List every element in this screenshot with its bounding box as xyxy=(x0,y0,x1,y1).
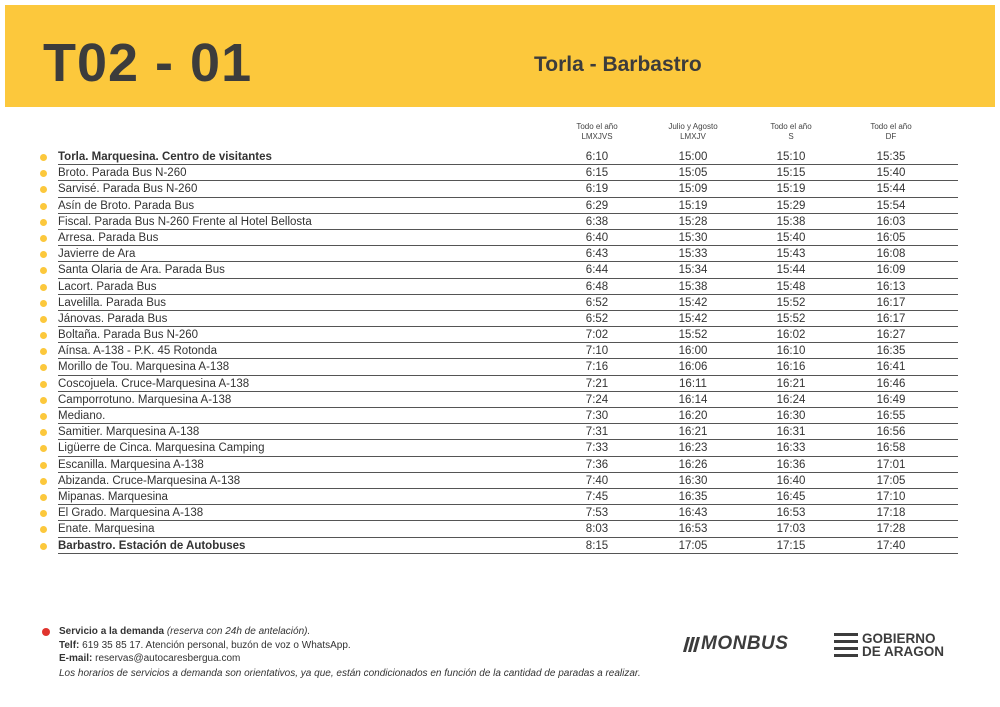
table-row xyxy=(40,521,960,537)
departure-time: 16:26 xyxy=(678,458,708,471)
departure-time: 16:31 xyxy=(776,426,806,439)
departure-time: 15:42 xyxy=(678,296,708,309)
column-header-period: Todo el año xyxy=(770,122,812,131)
stop-name: Lacort. Parada Bus xyxy=(58,280,157,293)
departure-time: 16:11 xyxy=(679,377,707,390)
table-row xyxy=(40,198,960,214)
table-row xyxy=(40,246,960,262)
departure-time: 15:52 xyxy=(678,329,708,342)
departure-time: 15:44 xyxy=(776,264,806,277)
departure-time: 7:33 xyxy=(585,442,609,455)
stop-dot-icon xyxy=(40,494,47,501)
departure-time: 6:52 xyxy=(585,296,609,309)
stop-name: Escanilla. Marquesina A-138 xyxy=(58,458,204,471)
departure-time: 6:52 xyxy=(585,312,609,325)
demand-service-label: Servicio a la demanda xyxy=(59,626,165,637)
stop-name: Arresa. Parada Bus xyxy=(58,231,159,244)
stop-dot-icon xyxy=(40,348,47,355)
stop-name: Jánovas. Parada Bus xyxy=(58,312,168,325)
table-row xyxy=(40,149,960,165)
table-row xyxy=(40,230,960,246)
departure-time: 17:03 xyxy=(776,523,806,536)
phone-label: Telf: xyxy=(59,639,80,651)
departure-time: 15:15 xyxy=(776,167,806,180)
departure-time: 7:10 xyxy=(585,345,609,358)
table-row xyxy=(40,327,960,343)
departure-time: 16:53 xyxy=(776,507,806,520)
departure-time: 16:21 xyxy=(678,426,708,439)
departure-time: 15:38 xyxy=(678,280,708,293)
departure-time: 15:10 xyxy=(776,151,806,163)
stop-dot-icon xyxy=(40,284,47,291)
departure-time: 16:17 xyxy=(876,312,906,325)
stop-dot-icon xyxy=(40,186,47,193)
stop-dot-icon xyxy=(40,267,47,274)
departure-time: 15:54 xyxy=(876,199,906,212)
demand-service-note: (reserva con 24h de antelación). xyxy=(166,626,311,637)
demand-service-line xyxy=(59,625,310,639)
stop-dot-icon xyxy=(40,429,47,436)
departure-time: 17:15 xyxy=(776,539,806,552)
stop-name: Barbastro. Estación de Autobuses xyxy=(58,539,246,552)
table-row xyxy=(40,311,960,327)
column-header-period: Todo el año xyxy=(576,122,618,131)
stop-name: Torla. Marquesina. Centro de visitantes xyxy=(58,151,272,163)
departure-time: 15:29 xyxy=(776,199,806,212)
departure-time: 6:40 xyxy=(585,231,609,244)
disclaimer-note: Los horarios de servicios a demanda son orientativos, ya que, están condicionados en función de la cantidad de paradas a realizar. xyxy=(59,668,641,679)
departure-time: 16:17 xyxy=(876,296,906,309)
departure-time: 16:14 xyxy=(678,393,708,406)
departure-time: 15:40 xyxy=(776,231,806,244)
table-row xyxy=(40,359,960,375)
stop-dot-icon xyxy=(40,364,47,371)
table-row xyxy=(40,473,960,489)
table-row xyxy=(40,343,960,359)
departure-time: 15:48 xyxy=(776,280,806,293)
stop-name: Broto. Parada Bus N-260 xyxy=(58,167,187,180)
departure-time: 16:58 xyxy=(876,442,906,455)
gobierno-line1: GOBIERNO xyxy=(862,631,936,646)
departure-time: 16:33 xyxy=(776,442,806,455)
stop-name: Morillo de Tou. Marquesina A-138 xyxy=(58,361,230,374)
departure-time: 7:24 xyxy=(585,393,609,406)
stop-dot-icon xyxy=(40,478,47,485)
column-header-days: LMXJV xyxy=(680,132,706,141)
monbus-logo xyxy=(685,632,788,656)
stop-dot-icon xyxy=(40,445,47,452)
departure-time: 7:45 xyxy=(585,490,609,503)
table-row xyxy=(40,538,960,554)
table-row xyxy=(40,262,960,278)
stop-name: Lavelilla. Parada Bus xyxy=(58,296,167,309)
departure-time: 16:46 xyxy=(876,377,906,390)
header-banner xyxy=(5,5,995,107)
stop-dot-icon xyxy=(40,397,47,404)
departure-time: 16:30 xyxy=(776,410,806,422)
stop-dot-icon xyxy=(40,300,47,307)
departure-time: 15:19 xyxy=(678,199,708,212)
departure-time: 7:36 xyxy=(585,458,609,471)
stop-name: Abizanda. Cruce-Marquesina A-138 xyxy=(58,474,241,487)
stop-name: Mediano. xyxy=(58,410,106,422)
departure-time: 8:03 xyxy=(585,523,609,536)
departure-time: 15:33 xyxy=(678,248,708,261)
departure-time: 16:00 xyxy=(678,345,708,358)
timetable-rows xyxy=(40,149,960,554)
email-label: E-mail: xyxy=(59,653,93,664)
departure-time: 6:15 xyxy=(585,167,609,180)
table-row xyxy=(40,440,960,456)
stop-dot-icon xyxy=(40,510,47,517)
stop-dot-icon xyxy=(40,219,47,226)
departure-time: 15:05 xyxy=(678,167,708,180)
row-divider xyxy=(58,553,958,554)
stop-dot-icon xyxy=(40,413,47,420)
departure-time: 17:18 xyxy=(876,507,906,520)
stop-name: Aínsa. A-138 - P.K. 45 Rotonda xyxy=(58,345,217,358)
table-row xyxy=(40,165,960,181)
table-row xyxy=(40,424,960,440)
departure-time: 15:42 xyxy=(678,312,708,325)
route-code: T02 - 01 xyxy=(43,33,253,93)
departure-time: 16:56 xyxy=(876,426,906,439)
stop-name: Santa Olaria de Ara. Parada Bus xyxy=(58,264,225,277)
departure-time: 16:08 xyxy=(876,248,906,261)
email-text: reservas@autocaresbergua.com xyxy=(95,653,241,664)
stop-name: Javierre de Ara xyxy=(58,248,136,261)
departure-time: 15:35 xyxy=(876,151,906,163)
departure-time: 16:41 xyxy=(876,361,906,374)
departure-time: 15:28 xyxy=(678,215,708,228)
column-header-2 xyxy=(643,122,743,142)
departure-time: 16:27 xyxy=(876,329,906,342)
departure-time: 16:55 xyxy=(876,410,906,422)
departure-time: 16:40 xyxy=(776,474,806,487)
departure-time: 15:44 xyxy=(876,183,906,196)
departure-time: 7:31 xyxy=(585,426,609,439)
demand-service-dot-icon xyxy=(42,628,50,636)
departure-time: 16:24 xyxy=(776,393,806,406)
stop-name: Ligüerre de Cinca. Marquesina Camping xyxy=(58,442,265,455)
stop-name: El Grado. Marquesina A-138 xyxy=(58,507,204,520)
table-row xyxy=(40,457,960,473)
departure-time: 7:30 xyxy=(585,410,609,422)
column-header-days: DF xyxy=(885,132,897,141)
stop-name: Coscojuela. Cruce-Marquesina A-138 xyxy=(58,377,250,390)
table-row xyxy=(40,489,960,505)
departure-time: 16:02 xyxy=(776,329,806,342)
gobierno-line2: DE ARAGON xyxy=(862,644,945,659)
departure-time: 16:21 xyxy=(776,377,806,390)
departure-time: 15:00 xyxy=(678,151,708,163)
monbus-logo-text: MONBUS xyxy=(701,633,789,654)
stop-name: Camporrotuno. Marquesina A-138 xyxy=(58,393,232,406)
gobierno-aragon-logo xyxy=(834,630,944,660)
departure-time: 16:35 xyxy=(678,490,708,503)
table-row xyxy=(40,181,960,197)
aragon-stripes-icon xyxy=(834,632,858,658)
departure-time: 17:05 xyxy=(678,539,708,552)
departure-time: 7:16 xyxy=(585,361,609,374)
departure-time: 6:48 xyxy=(585,280,609,293)
departure-time: 15:52 xyxy=(776,296,806,309)
column-header-3 xyxy=(741,122,841,142)
departure-time: 16:16 xyxy=(776,361,806,374)
departure-time: 16:05 xyxy=(876,231,906,244)
stop-name: Sarvisé. Parada Bus N-260 xyxy=(58,183,198,196)
stop-dot-icon xyxy=(40,235,47,242)
departure-time: 16:23 xyxy=(678,442,708,455)
table-row xyxy=(40,295,960,311)
table-row xyxy=(40,505,960,521)
column-header-period: Julio y Agosto xyxy=(668,122,718,131)
stop-dot-icon xyxy=(40,203,47,210)
departure-time: 7:40 xyxy=(585,474,609,487)
phone-line xyxy=(59,639,351,653)
column-header-1 xyxy=(547,122,647,142)
stop-dot-icon xyxy=(40,251,47,258)
stop-dot-icon xyxy=(40,332,47,339)
phone-text: 619 35 85 17. Atención personal, buzón de voz o WhatsApp. xyxy=(82,639,351,651)
stop-name: Samitier. Marquesina A-138 xyxy=(58,426,200,439)
departure-time: 16:10 xyxy=(776,345,806,358)
departure-time: 16:09 xyxy=(876,264,906,277)
departure-time: 16:53 xyxy=(678,523,708,536)
column-header-days: LMXJVS xyxy=(581,132,613,141)
departure-time: 17:10 xyxy=(876,490,906,503)
stop-dot-icon xyxy=(40,381,47,388)
departure-time: 16:13 xyxy=(876,280,906,293)
route-name: Torla - Barbastro xyxy=(534,53,702,76)
departure-time: 15:52 xyxy=(776,312,806,325)
departure-time: 7:02 xyxy=(585,329,609,342)
column-header-days: S xyxy=(788,132,794,141)
stop-name: Mipanas. Marquesina xyxy=(58,490,168,503)
column-header-period: Todo el año xyxy=(870,122,912,131)
gobierno-aragon-text xyxy=(862,632,944,658)
departure-time: 6:44 xyxy=(585,264,609,277)
departure-time: 16:45 xyxy=(776,490,806,503)
monbus-bars-icon xyxy=(683,637,700,652)
stop-name: Fiscal. Parada Bus N-260 Frente al Hotel Bellosta xyxy=(58,215,312,228)
departure-time: 6:19 xyxy=(585,183,609,196)
table-row xyxy=(40,392,960,408)
departure-time: 17:40 xyxy=(876,539,906,552)
stop-dot-icon xyxy=(40,170,47,177)
stop-name: Boltaña. Parada Bus N-260 xyxy=(58,329,199,342)
departure-time: 6:10 xyxy=(585,151,609,163)
departure-time: 15:19 xyxy=(776,183,806,196)
departure-time: 6:43 xyxy=(585,248,609,261)
departure-time: 16:49 xyxy=(876,393,906,406)
departure-time: 7:21 xyxy=(585,377,609,390)
departure-time: 16:35 xyxy=(876,345,906,358)
departure-time: 6:38 xyxy=(585,215,609,228)
departure-time: 16:20 xyxy=(678,410,708,422)
departure-time: 15:30 xyxy=(678,231,708,244)
column-header-4 xyxy=(841,122,941,142)
departure-time: 8:15 xyxy=(585,539,609,552)
departure-time: 15:38 xyxy=(776,215,806,228)
stop-name: Asín de Broto. Parada Bus xyxy=(58,199,195,212)
stop-dot-icon xyxy=(40,154,47,161)
stop-dot-icon xyxy=(40,543,47,550)
departure-time: 15:34 xyxy=(678,264,708,277)
departure-time: 17:05 xyxy=(876,474,906,487)
departure-time: 15:40 xyxy=(876,167,906,180)
departure-time: 7:53 xyxy=(585,507,609,520)
email-line xyxy=(59,652,240,666)
departure-time: 16:43 xyxy=(678,507,708,520)
departure-time: 15:09 xyxy=(678,183,708,196)
table-row xyxy=(40,279,960,295)
stop-dot-icon xyxy=(40,526,47,533)
departure-time: 6:29 xyxy=(585,199,609,212)
table-row xyxy=(40,214,960,230)
departure-time: 16:06 xyxy=(678,361,708,374)
stop-name: Enate. Marquesina xyxy=(58,523,155,536)
table-row xyxy=(40,376,960,392)
departure-time: 17:01 xyxy=(876,458,906,471)
departure-time: 15:43 xyxy=(776,248,806,261)
table-row xyxy=(40,408,960,424)
stop-dot-icon xyxy=(40,316,47,323)
departure-time: 17:28 xyxy=(876,523,906,536)
departure-time: 16:30 xyxy=(678,474,708,487)
departure-time: 16:03 xyxy=(876,215,906,228)
departure-time: 16:36 xyxy=(776,458,806,471)
stop-dot-icon xyxy=(40,462,47,469)
